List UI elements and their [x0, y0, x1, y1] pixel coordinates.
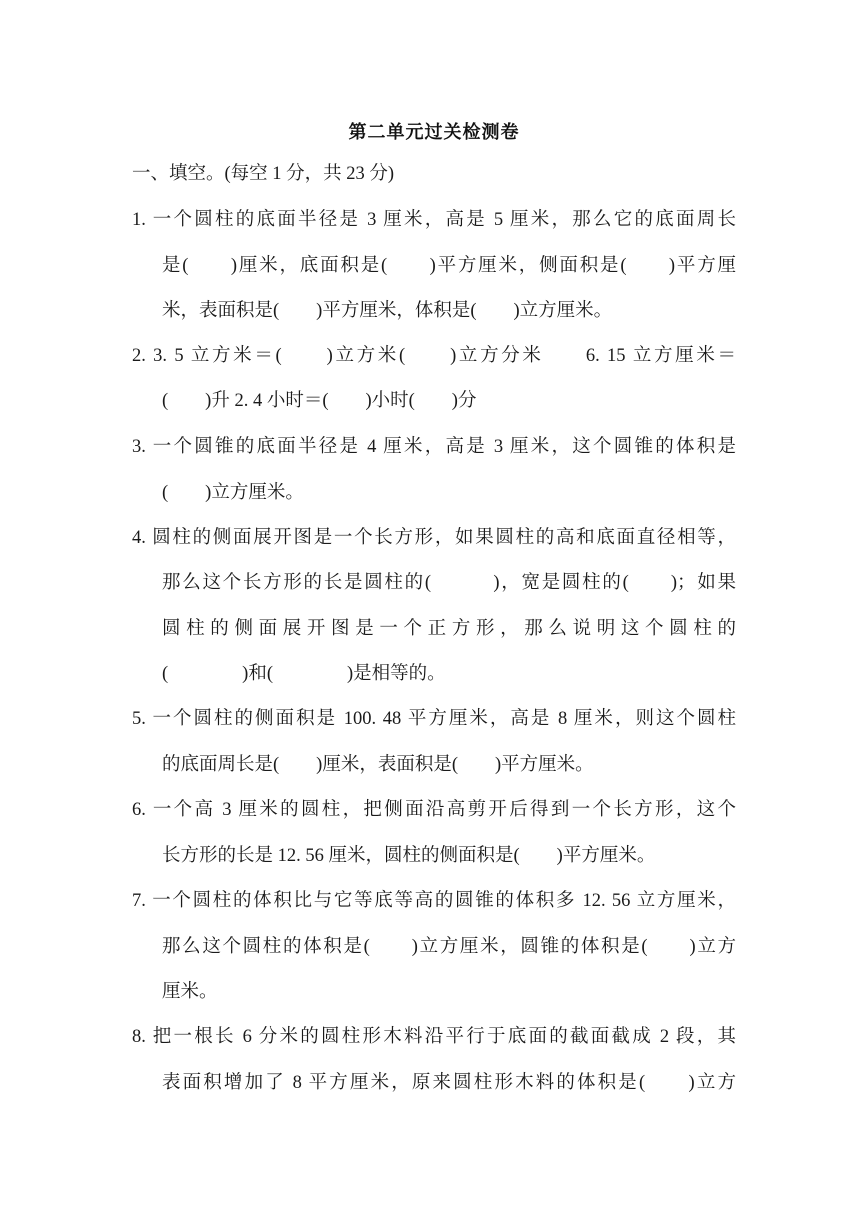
- question-7-line-2: 那么这个圆柱的体积是( )立方厘米，圆锥的体积是( )立方: [162, 937, 736, 957]
- question-1-line-3: 米，表面积是( )平方厘米，体积是( )立方厘米。: [162, 301, 613, 321]
- question-7-line-1: 7. 一个圆柱的体积比与它等底等高的圆锥的体积多 12. 56 立方厘米，: [132, 891, 736, 911]
- section-heading: 一、填空。(每空 1 分，共 23 分): [132, 164, 395, 184]
- question-1-line-1: 1. 一个圆柱的底面半径是 3 厘米，高是 5 厘米，那么它的底面周长: [132, 210, 736, 230]
- question-7-line-3: 厘米。: [162, 982, 218, 1002]
- question-3-line-1: 3. 一个圆锥的底面半径是 4 厘米，高是 3 厘米，这个圆锥的体积是: [132, 437, 736, 457]
- question-4-line-4: ( )和( )是相等的。: [162, 664, 446, 684]
- question-1-line-2: 是( )厘米，底面积是( )平方厘米，侧面积是( )平方厘: [162, 256, 736, 276]
- question-4-line-1: 4. 圆柱的侧面展开图是一个长方形，如果圆柱的高和底面直径相等，: [132, 528, 736, 548]
- question-3-line-2: ( )立方厘米。: [162, 483, 304, 503]
- question-8-line-2: 表面积增加了 8 平方厘米，原来圆柱形木料的体积是( )立方: [162, 1073, 736, 1093]
- question-6-line-1: 6. 一个高 3 厘米的圆柱，把侧面沿高剪开后得到一个长方形，这个: [132, 800, 736, 820]
- question-8-line-1: 8. 把一根长 6 分米的圆柱形木料沿平行于底面的截面截成 2 段，其: [132, 1027, 736, 1047]
- page-title: 第二单元过关检测卷: [348, 122, 520, 143]
- question-2-line-1: 2. 3. 5 立方米＝( )立方米( )立方分米 6. 15 立方厘米＝: [132, 346, 736, 366]
- question-6-line-2: 长方形的长是 12. 56 厘米，圆柱的侧面积是( )平方厘米。: [162, 846, 656, 866]
- question-4-line-3: 圆柱的侧面展开图是一个正方形，那么说明这个圆柱的: [162, 619, 736, 639]
- question-5-line-1: 5. 一个圆柱的侧面积是 100. 48 平方厘米，高是 8 厘米，则这个圆柱: [132, 709, 736, 729]
- question-2-line-2: ( )升 2. 4 小时＝( )小时( )分: [162, 391, 477, 411]
- question-5-line-2: 的底面周长是( )厘米，表面积是( )平方厘米。: [162, 755, 594, 775]
- question-4-line-2: 那么这个长方形的长是圆柱的( )，宽是圆柱的( )；如果: [162, 573, 736, 593]
